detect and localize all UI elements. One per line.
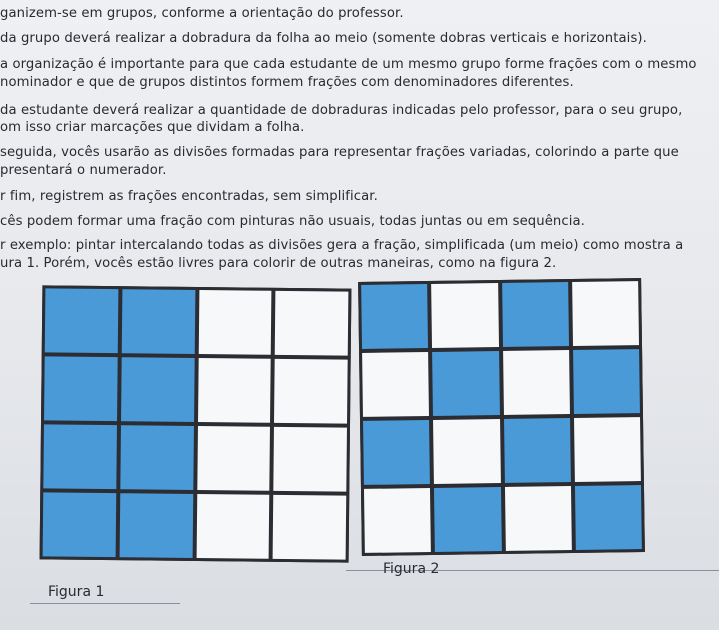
grid-cell-empty	[431, 283, 498, 348]
grid-cell-filled	[121, 357, 194, 422]
instruction-line: nominador e que de grupos distintos formem frações com denominadores diferentes.	[0, 75, 574, 90]
grid-cell-filled	[44, 356, 117, 421]
grid-cell-empty	[274, 359, 347, 424]
grid-cell-filled	[502, 282, 569, 347]
instruction-line: da estudante deverá realizar a quantidade de dobraduras indicadas pelo professor, para o seu grupo,	[0, 103, 683, 118]
grid-cell-empty	[198, 358, 271, 423]
grid-cell-filled	[434, 487, 501, 552]
grid-cell-filled	[43, 492, 116, 557]
figure-1-caption: Figura 1	[48, 584, 105, 600]
grid-cell-empty	[198, 290, 271, 355]
grid-cell-filled	[504, 418, 571, 483]
grid-cell-empty	[574, 417, 641, 482]
grid-cell-empty	[274, 427, 347, 492]
grid-cell-empty	[504, 486, 571, 551]
grid-cell-filled	[121, 289, 194, 354]
grid-cell-filled	[573, 349, 640, 414]
grid-cell-filled	[361, 284, 428, 349]
grid-cell-empty	[364, 488, 431, 553]
instruction-line: om isso criar marcações que dividam a folha.	[0, 120, 305, 135]
figure-2-caption: Figura 2	[383, 561, 440, 577]
caption-rule-line	[30, 603, 180, 604]
instruction-line: r fim, registrem as frações encontradas, sem simplificar.	[0, 189, 378, 204]
grid-cell-filled	[120, 425, 193, 490]
instruction-line: a organização é importante para que cada estudante de um mesmo grupo forme frações com o mesmo	[0, 57, 697, 72]
grid-cell-filled	[45, 288, 118, 353]
grid-cell-filled	[432, 351, 499, 416]
instruction-line: r exemplo: pintar intercalando todas as divisões gera a fração, simplificada (um meio) como mostra a	[0, 238, 684, 253]
grid-cell-filled	[575, 485, 642, 550]
instruction-line: seguida, vocês usarão as divisões formadas para representar frações variadas, colorindo a parte que	[0, 145, 679, 160]
instruction-line: ura 1. Porém, vocês estão livres para colorir de outras maneiras, como na figura 2.	[0, 256, 557, 271]
grid-cell-empty	[197, 426, 270, 491]
grid-cell-empty	[572, 281, 639, 346]
grid-cell-empty	[362, 352, 429, 417]
grid-cell-empty	[433, 419, 500, 484]
grid-cell-filled	[43, 424, 116, 489]
grid-cell-empty	[503, 350, 570, 415]
instruction-line: da grupo deverá realizar a dobradura da folha ao meio (somente dobras verticais e horizontais).	[0, 31, 647, 46]
instruction-line: presentará o numerador.	[0, 163, 167, 178]
grid-cell-empty	[273, 495, 346, 560]
grid-cell-filled	[363, 420, 430, 485]
grid-cell-filled	[119, 493, 192, 558]
figure-2-grid	[358, 278, 645, 556]
grid-cell-empty	[275, 291, 348, 356]
instruction-line: cês podem formar uma fração com pinturas não usuais, todas juntas ou em sequência.	[0, 214, 585, 229]
figure-1-grid	[40, 285, 352, 562]
instruction-line: ganizem-se em grupos, conforme a orientação do professor.	[0, 6, 404, 21]
grid-cell-empty	[196, 494, 269, 559]
